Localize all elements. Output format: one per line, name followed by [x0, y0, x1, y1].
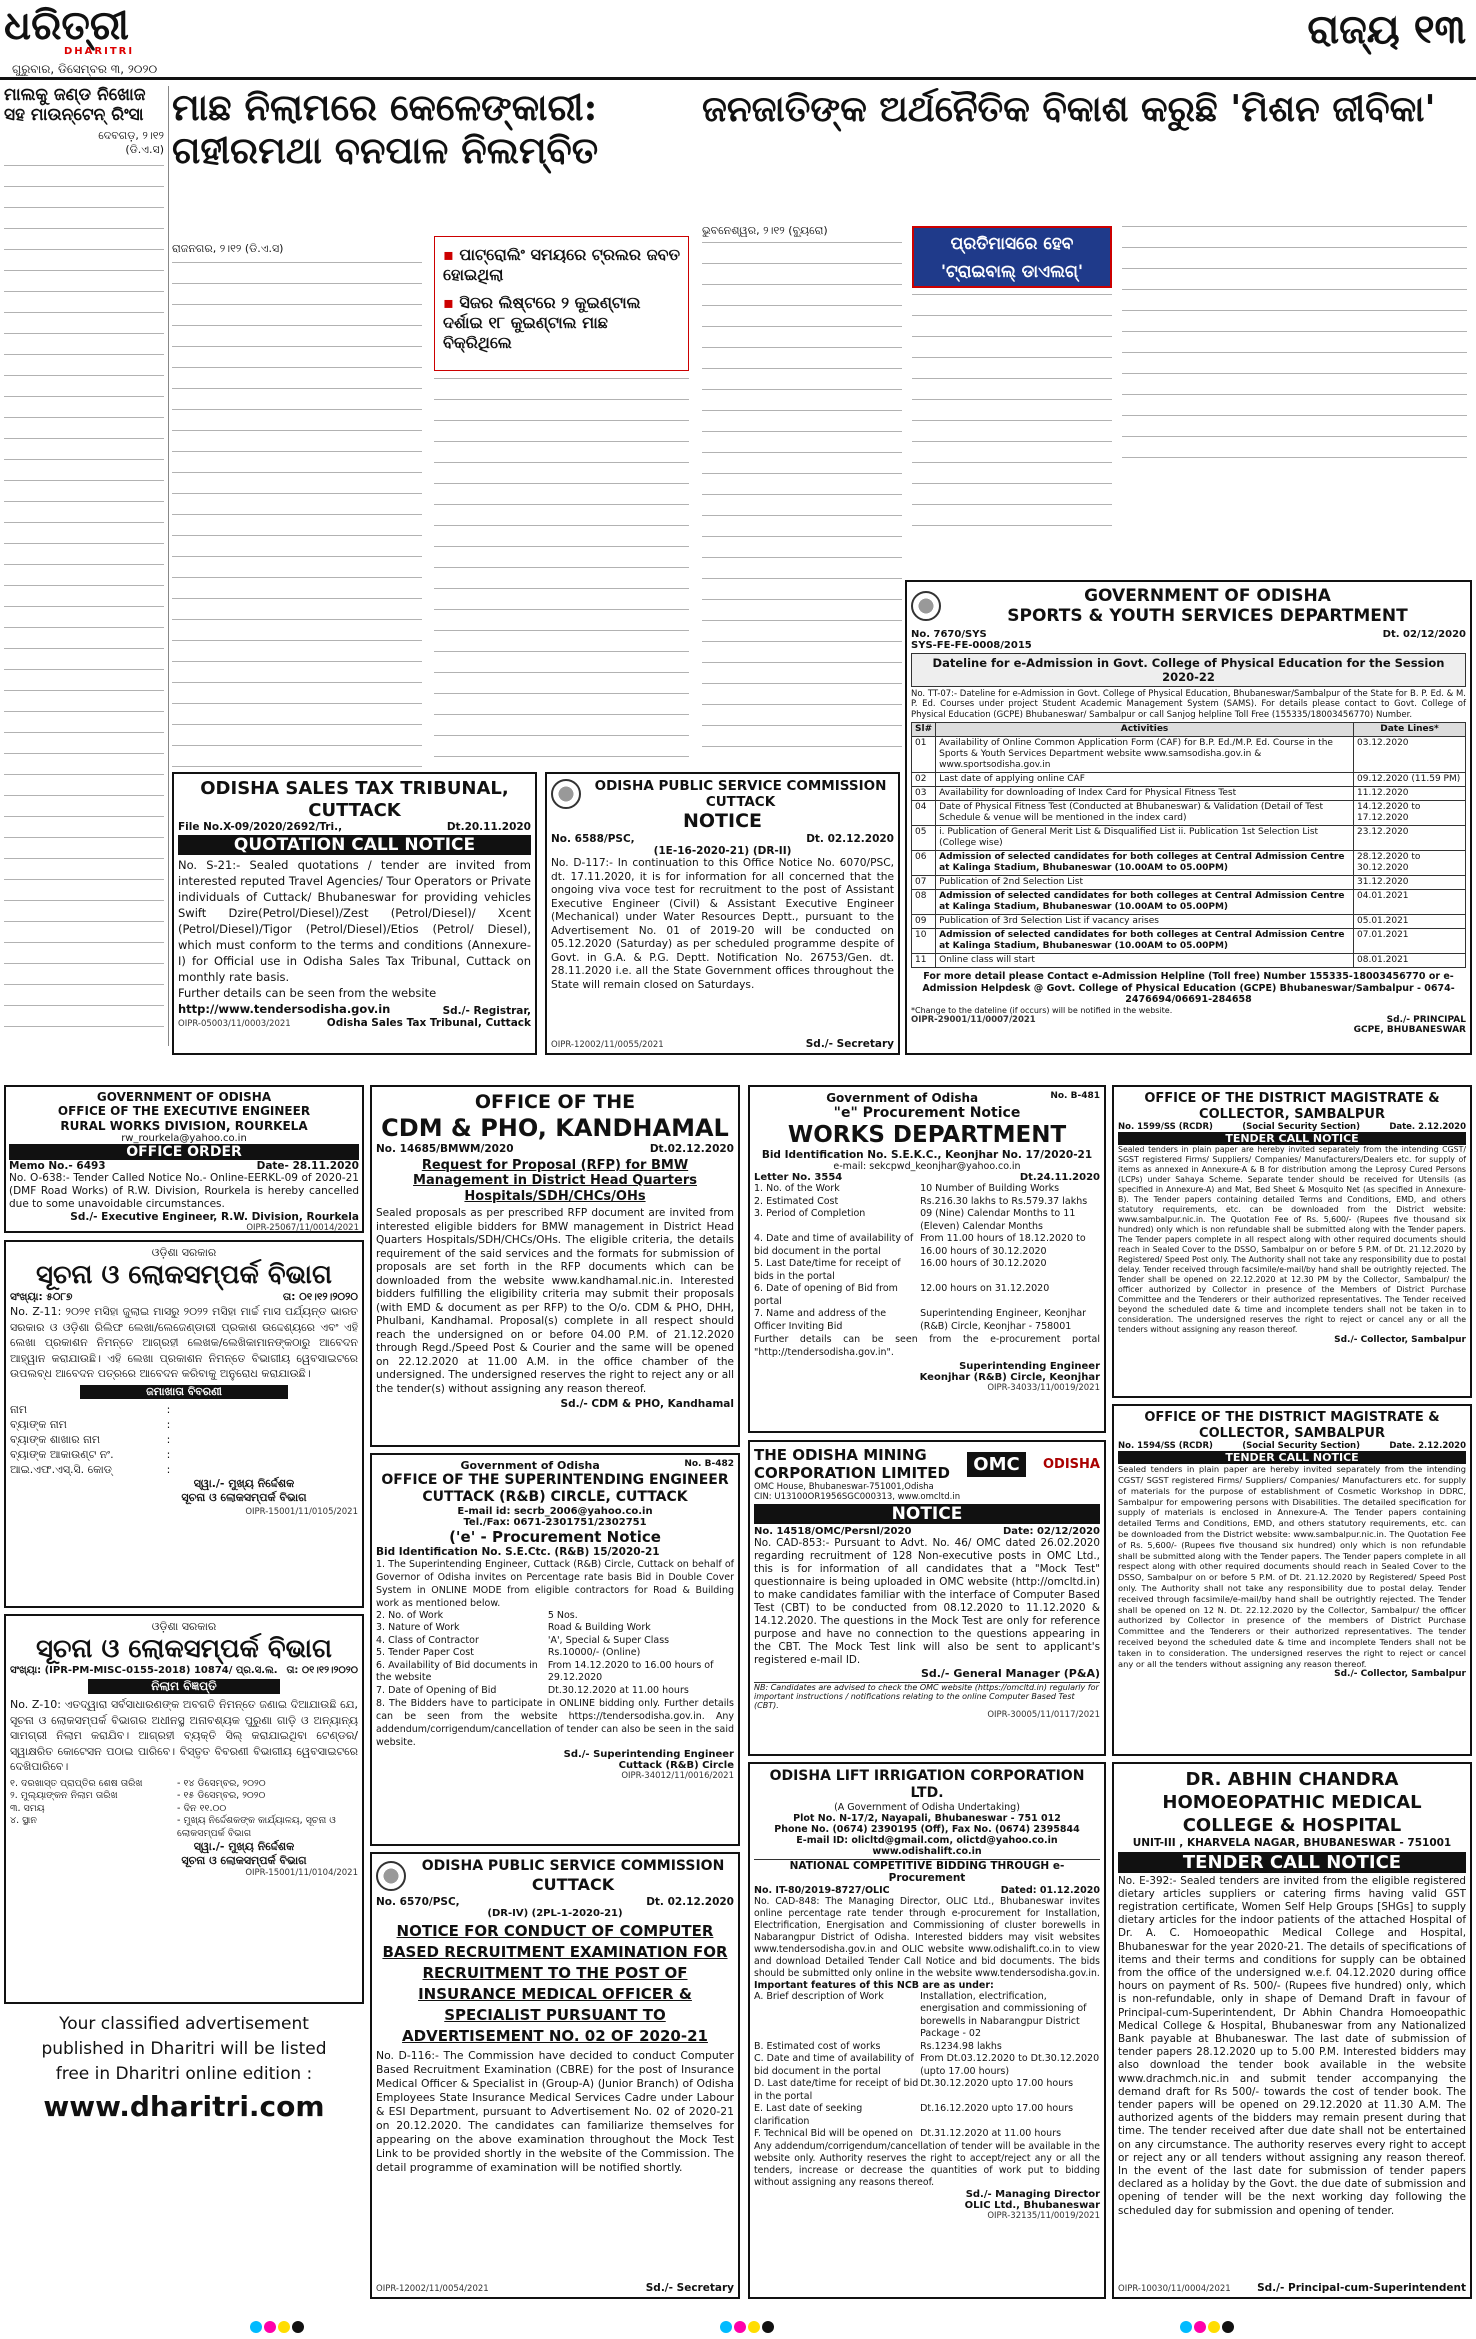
table-row: 04 Date of Physical Fitness Test (Conducted at Bhubaneswar) & Validation (Detail of Test Schedule & venue will be mentioned in the index card) 14.12.2020 to 17.12.2020: [912, 801, 1466, 826]
table-row: 10 Admission of selected candidates for both colleges at Central Admission Centre at Kalinga Stadium, Bhubaneswar (10.00AM to 05.00PM) 07.01.2021: [912, 929, 1466, 954]
dharitri-website-link[interactable]: www.dharitri.com: [43, 2090, 325, 2123]
story2-body-col1: [702, 242, 902, 767]
form-field-row: ଆଇ.ଏଫ.ଏସ୍.ସି. କୋଡ୍ :: [10, 1462, 171, 1476]
print-registration-marks: [250, 2321, 304, 2335]
sports-oipr: OIPR-29001/11/0007/2021: [911, 1014, 1036, 1025]
opsc1-subtitle: NOTICE: [682, 810, 762, 833]
works-title: WORKS DEPARTMENT: [787, 1121, 1067, 1148]
newspaper-logo: ଧରିତ୍ରୀ DHARITRI: [4, 2, 135, 57]
table-row: 08 Admission of selected candidates for both colleges at Central Admission Centre at Kalinga Stadium, Bhubaneswar (10.00AM to 05.00PM) 04.01.2021: [912, 890, 1466, 915]
table-row: A. Brief description of Work Installation, electrification, energisation and commissioning of borewells in Nabarangpur District Package - 02: [754, 1990, 1087, 2040]
se-cuttack-table: [376, 1610, 734, 1698]
left-story-dateline: ଦେବଗଡ଼, ୨।୧୨ (ଡି.ଏ.ସ): [98, 129, 164, 157]
omc-logo: OMC: [967, 1452, 1025, 1477]
print-registration-marks-2: [720, 2321, 774, 2335]
salestax-refs: File No.X-09/2020/2692/Tri., Dt.20.11.2020: [178, 821, 531, 834]
opsc1-refs: No. 6588/PSC, Dt. 02.12.2020: [551, 833, 894, 846]
table-row: 4. Class of Contractor 'A', Special & Super Class: [376, 1634, 670, 1646]
olic-table: [754, 1991, 1100, 2141]
story2-body-col3: [1122, 226, 1467, 476]
opsc1-oipr: OIPR-12002/11/0055/2021: [551, 1040, 664, 1050]
iprd1-fields: [10, 1402, 358, 1477]
table-row: 6. Availability of Bid documents in the website From 14.12.2020 to 16.00 hours of 29.12.2020: [376, 1659, 714, 1684]
iprd1-title: ସୂଚନା ଓ ଲୋକସମ୍ପର୍କ ବିଭାଗ: [36, 1260, 332, 1290]
table-row: 7. Name and address of the Officer Inviting Bid Superintending Engineer, Keonjhar (R&B) Circle, Keonjhar - 758001: [754, 1308, 1087, 1332]
table-row: 5. Tender Paper Cost Rs.10000/- (Online): [376, 1647, 641, 1659]
odisha-emblem-icon: [911, 591, 941, 621]
story2-body-col2: [912, 294, 1112, 544]
rourkela-subtitle: OFFICE ORDER: [9, 1144, 359, 1160]
left-story-headline: ମାଲକୁ ଜଣ୍ଡ ନିଖୋଜ ସହ ମାଉନ୍ଟେନ୍ ରିଂସା: [4, 86, 146, 125]
salestax-sign: Sd./- Registrar,: [442, 1005, 531, 1018]
logo-latin: DHARITRI: [64, 46, 135, 57]
story1-headline: ମାଛ ନିଲାମରେ କେଳେଙ୍କାରୀ: ଗହୀରମଥା ବନପାଳ ନିଲମ୍ବିତ: [172, 86, 599, 172]
cdm-subtitle: Request for Proposal (RFP) for BMW Management in District Head Quarters Hospitals/SDH/CHCs/OHs: [413, 1157, 697, 1204]
highlight-2: ▪ ସିଜର ଲିଷ୍ଟରେ ୨ କୁଇଣ୍ଟାଲ ଦର୍ଶାଇ ୧୮ କୁଇଣ୍ଟାଲ ମାଛ ବିକ୍ରିଥିଲେ: [443, 293, 641, 352]
cdm-kandhamal-ad: OFFICE OF THE CDM & PHO, KANDHAMAL No. 14685/BMWM/2020 Dt.02.12.2020 Request for Proposal (RFP) for BMW Management in District Head Quarters Hospitals/SDH/CHCs/OHs Sealed proposals as per prescribed RFP document are invited from interested eligible bidders for BMW management in District Head Quarters Hospitals/SDH/CHCs/OHs. The eligible criteria, the details requirement of the said services and the formats for submission of proposals are set forth in the RFP documents which can be downloaded from the website www.kandhamal.nic.in. Interested bidders fulfilling the eligibility criteria may submit their proposals (with EMD & document as per RFP) to the O/o. CDM & PHO, DHH, Phulbani, Kandhamal. Proposal(s) complete in all respect should reach the undersigned on or before 04.00 P.M. of 21.12.2020 through Regd./Speed Post & Courier and the same will be opened on 22.12.2020 at 11.00 A.M. in the office chamber of the undersigned. The undersigned reserves the right to reject any or all the tender(s) without assigning any reason thereof. Sd./- CDM & PHO, Kandhamal: [370, 1085, 740, 1447]
sales-tax-ad: ODISHA SALES TAX TRIBUNAL, CUTTACK File No.X-09/2020/2692/Tri., Dt.20.11.2020 QUOTATION CALL NOTICE No. S-21:- Sealed quotations / tender are invited from interested reputed Travel Agencies/ Tour Operators or Private individuals of Cuttack/ Bhubaneswar for providing vehicles Swift Dzire(Petrol/Diesel)/Zest (Petrol/Diesel)/ Xcent (Petrol/Diesel)/Tigor (Petrol/Diesel)/Etios (Petrol/ Diesel), which must conform to the terms and conditions (Annexure-I) for Official use in Odisha Sales Tax Tribunal, Cuttack on monthly rate basis. Further details can be seen from the website http://www.tendersodisha.gov.in Sd./- Registrar, OIPR-05003/11/0003/2021 Odisha Sales Tax Tribunal, Cuttack: [172, 772, 537, 1055]
form-field-row: ବ୍ୟାଙ୍କ ନାମ :: [10, 1417, 171, 1431]
iprd-notice-1: ଓଡ଼ିଶା ସରକାର ସୂଚନା ଓ ଲୋକସମ୍ପର୍କ ବିଭାଗ ସଂଖ୍ୟା: ୫୦୮୭ ତା: ୦୧।୧୨।୨୦୨୦ No. Z-11: ୨୦୨୧ ମସିହା ଜୁଲାଇ ମାସରୁ ୨୦୨୨ ମସିହା ମାର୍ଚ୍ଚ ମାସ ପର୍ଯ୍ୟନ୍ତ ଭାରତ ସରକାର ଓ ଓଡ଼ିଶା ରିଲିଫ ଲେଖା/ଲେଜେଣ୍ଡାରୀ ପ୍ରକାଶ ଉଦ୍ଦେଶ୍ୟରେ ଏବଂ ଏହି ଲେଖା ପ୍ରକାଶନ ନିମନ୍ତେ ଆଗ୍ରହୀ ଲେଖକ/ଲେଖିକାମାନଙ୍କଠାରୁ ଆବେଦନ ଆହ୍ୱାନ କରାଯାଉଛି। ଏହି ଲେଖା ପ୍ରକାଶନ ନିମନ୍ତେ ବିଭାଗୀୟ ୱେବସାଇଟରେ ଉପଲବ୍ଧ ଆବେଦନ ପତ୍ରରେ ଆବେଦନ କରିବାକୁ ଅନୁରୋଧ କରାଯାଉଛି। ଜମାଖାତା ବିବରଣୀ ନାମ : ବ୍ୟାଙ୍କ ନାମ : ବ୍ୟାଙ୍କ ଶାଖାର ନାମ : ବ୍ୟାଙ୍କ ଆକାଉଣ୍ଟ ନଂ. : ଆଇ.ଏଫ.ଏସ୍.ସି. କୋଡ୍ : ସ୍ୱା./- ମୁଖ୍ୟ ନିର୍ଦ୍ଦେଶକ ସୂଚନା ଓ ଲୋକସମ୍ପର୍କ ବିଭାଗ OIPR-15001/11/0105/2021: [4, 1240, 364, 1608]
table-row: B. Estimated cost of works Rs.1234.98 lakhs: [754, 2040, 1002, 2052]
table-row: 01 Availability of Online Common Application Form (CAF) for B.P. Ed./M.P. Ed. Course in the Sports & Youth Services Department website www.samsodisha.gov.in & www.sportsodisha.gov.in 03.12.2020: [912, 737, 1466, 773]
opsc2-body: No. D-116:- The Commission have decided to conduct Computer Based Recruitment Examination (CBRE) for the post of Insurance Medical Officer & Specialist in (Group-A) (Junior Branch) of Odisha Employees State Insurance Medical Services Cadre under Labour & ESI Department, pursuant to Advertisement No. 02 of 2020-21 on 20.12.2020. The candidates can familiarize themselves for appearing on the above examination throughout the Mock Test Link to be provided shortly in the website of the Commission. The detail programme of examination will be notified shortly.: [376, 2048, 734, 2174]
story2-dateline: ଭୁବନେଶ୍ୱର, ୨।୧୨ (ବ୍ୟୁରୋ): [702, 224, 828, 237]
table-row: ୪. ସ୍ଥାନ - ମୁଖ୍ୟ ନିର୍ଦ୍ଦେଶକଙ୍କ କାର୍ଯ୍ୟାଳୟ, ସୂଚନା ଓ ଲୋକସମ୍ପର୍କ ବିଭାଗ: [10, 1815, 336, 1839]
story1-dateline: ରାଜନଗର, ୨।୧୨ (ଡି.ଏ.ସ): [172, 242, 284, 255]
sports-youth-ad: GOVERNMENT OF ODISHA SPORTS & YOUTH SERVICES DEPARTMENT No. 7670/SYS SYS-FE-FE-0008/2015 Dt. 02/12/2020 Dateline for e-Admission in Govt. College of Physical Education for the Session 2020-22 No. TT-07:- Dateline for e-Admission in Govt. College of Physical Education, Bhubaneswar/Sambalpur of the State for B. P. Ed. & M. P. Ed. Courses under project Student Academic Management System (SAMS). For details please contact to Govt. College of Physical Education (GCPE) Bhubaneswar/ Sambalpur or call Sanjog helpline Toll Free (155335/18003456770) Number. Sl# Activities Date Lines* 01 Availability of Online Common Application Form (CAF) for B.P. Ed./M.P. Ed. Course in the Sports & Youth Services Department website www.samsodisha.gov.in & www.sportsodisha.gov.in 03.12.2020 02 Last date of applying online CAF 09.12.2020 (11.59 PM) 03 Availability for downloading of Index Card for Physical Fitness Test 11.12.2020 04 Date of Physical Fitness Test (Conducted at Bhubaneswar) & Validation (Detail of Test Schedule & venue will be mentioned in the index card) 14.12.2020 to 17.12.2020 05 i. Publication of General Merit List & Disqualified List ii. Publication 1st Selection List (College wise) 23.12.2020 06 Admission of selected candidates for both colleges at Central Admission Centre at Kalinga Stadium, Bhubaneswar (10.00AM to 05.00PM) 28.12.2020 to 30.12.2020 07 Publication of 2nd Selection List 31.12.2020 08 Admission of selected candidates for both colleges at Central Admission Centre at Kalinga Stadium, Bhubaneswar (10.00AM to 05.00PM) 04.01.2021 09 Publication of 3rd Selection List if vacancy arises 05.01.2021 10 Admission of selected candidates for both colleges at Central Admission Centre at Kalinga Stadium, Bhubaneswar (10.00AM to 05.00PM) 07.01.2021 11 Online class will start 08.01.2021 For more detail please Contact e-Admission Helpline (Toll free) Number 155335-18003456770 or e-Admission Helpdesk @ Govt. College of Physical Education (GCPE) Bhubaneswar/Sambalpur - 0674-2476694/06691-284658 *Change to the dateline (if occurs) will be notified in the website. OIPR-29001/11/0007/2021 Sd./- PRINCIPAL GCPE, BHUBANESWAR: [905, 580, 1472, 1055]
table-row: 11 Online class will start 08.01.2021: [912, 954, 1466, 968]
sports-title: Dateline for e-Admission in Govt. College of Physical Education for the Session 2020-22: [911, 653, 1466, 687]
salestax-website-link[interactable]: http://www.tendersodisha.gov.in: [178, 1002, 391, 1017]
opsc1-title: ODISHA PUBLIC SERVICE COMMISSION: [594, 778, 887, 794]
sports-table: Sl# Activities Date Lines* 01 Availability of Online Common Application Form (CAF) for B.P. Ed./M.P. Ed. Course in the Sports & Youth Services Department website www.samsodisha.gov.in & www.sportsodisha.gov.in 03.12.2020 02 Last date of applying online CAF 09.12.2020 (11.59 PM) 03 Availability for downloading of Index Card for Physical Fitness Test 11.12.2020 04 Date of Physical Fitness Test (Conducted at Bhubaneswar) & Validation (Detail of Test Schedule & venue will be mentioned in the index card) 14.12.2020 to 17.12.2020 05 i. Publication of General Merit List & Disqualified List ii. Publication 1st Selection List (College wise) 23.12.2020 06 Admission of selected candidates for both colleges at Central Admission Centre at Kalinga Stadium, Bhubaneswar (10.00AM to 05.00PM) 28.12.2020 to 30.12.2020 07 Publication of 2nd Selection List 31.12.2020 08 Admission of selected candidates for both colleges at Central Admission Centre at Kalinga Stadium, Bhubaneswar (10.00AM to 05.00PM) 04.01.2021 09 Publication of 3rd Selection List if vacancy arises 05.01.2021 10 Admission of selected candidates for both colleges at Central Admission Centre at Kalinga Stadium, Bhubaneswar (10.00AM to 05.00PM) 07.01.2021 11 Online class will start 08.01.2021: [911, 722, 1466, 968]
salestax-subtitle: QUOTATION CALL NOTICE: [178, 835, 531, 855]
left-story: [4, 86, 164, 1046]
opsc-notice-1: ODISHA PUBLIC SERVICE COMMISSION CUTTACK NOTICE No. 6588/PSC, Dt. 02.12.2020 (1E-16-2020-21) (DR-II) No. D-117:- In continuation to this Office Notice No. 6070/PSC, dt. 17.11.2020, it is for information for all concerned that the ongoing viva voce test for recruitment to the post of Assistant Executive Engineer (Civil) & Assistant Executive Engineer (Mechanical) under Water Resources Deptt., pursuant to the Advertisement No. 01 of 2019-20 will be conducted on 05.12.2020 (Saturday) as per scheduled programme despite of Govt. in G.A. & P.G. Deptt. Notification No. 26753/Gen. dt. 28.11.2020 i.e. all the State Government offices throughout the State will remain closed on Saturdays. OIPR-12002/11/0055/2021 Sd./- Secretary: [545, 772, 900, 1055]
sports-dept: SPORTS & YOUTH SERVICES DEPARTMENT: [1007, 606, 1408, 627]
rourkela-ad: GOVERNMENT OF ODISHA OFFICE OF THE EXECUTIVE ENGINEER RURAL WORKS DIVISION, ROURKELA rw_rourkela@yahoo.co.in OFFICE ORDER Memo No.- 6493 Date- 28.11.2020 No. O-638:- Tender Called Notice No.- Online-EERKL-09 of 2020-21 (DMF Road Works) of R.W. Division, Rourkela is hereby cancelled due to some unavoidable circumstances. Sd./- Executive Engineer, R.W. Division, Rourkela OIPR-25067/11/0014/2021: [4, 1085, 364, 1233]
homoeo-body: No. E-392:- Sealed tenders are invited from the eligible registered dietary articles suppliers or catering firms having valid GST registration certificate, Women Self Help Groups [SHGs] to supply dietary articles for the indoor patients of the attached Hospital of Dr. A. C. Homoeopathic Medical College and Hospital, Bhubaneswar for the year 2020-21. The details of specifications of items and their terms and conditions for supply can be obtained from the office of the undersigned w.e.f. 04.12.2020 during office hours on payment of Rs. 500/- (Rupees five hundred) only, which is non-refundable, only in shape of Demand Draft in favour of Principal-cum-Superintendent, Dr Abhin Chandra Homoeopathic Medical College & Hospital, Bhubaneswar from any Nationalized Bank payable at Bhubaneswar. The last date of submission of tender papers 28.12.2020 up to 5.00 P.M. Interested bidders may also download the tender book available in the website www.drachmch.nic.in and submit tender accompanying the demand draft for Rs 500/- towards the cost of tender book. The tender papers will be opened on 29.12.2020 at 11.30 A.M. The authorized agents of the bidders may remain present during that time. The tender received after due date shall not be entertained on any circumstance. The authority reserves every right to accept or reject any or all tenders without assigning any reason thereof. In the event of the last date for submission of tender papers declared as a holiday by the Govt. the due date of submission and opening of tender will be the next working day following the scheduled day for submission and opening of tender.: [1118, 1874, 1466, 2217]
table-row: ୧. ଦରଖାସ୍ତ ପ୍ରାପ୍ତିର ଶେଷ ତାରିଖ - ୧୪ ଡିସେମ୍ବର, ୨୦୨୦: [10, 1777, 266, 1789]
form-field-row: ନାମ :: [10, 1402, 171, 1416]
highlight-1: ▪ ପାଟ୍ରୋଲିଂ ସମୟରେ ଟ୍ରଲର ଜବତ ହୋଇଥିଲା: [443, 245, 680, 284]
table-row: 4. Date and time of availability of bid document in the portal From 11.00 hours of 18.12.2020 to 16.00 hours of 30.12.2020: [754, 1233, 1086, 1257]
story-fish-auction: [172, 86, 697, 776]
opsc-notice-2: ODISHA PUBLIC SERVICE COMMISSION CUTTACK No. 6570/PSC, Dt. 02.12.2020 (DR-IV) (2PL-1-2020-21) NOTICE FOR CONDUCT OF COMPUTER BASED RECRUITMENT EXAMINATION FOR RECRUITMENT TO THE POST OF INSURANCE MEDICAL OFFICER & SPECIALIST PURSUANT TO ADVERTISEMENT NO. 02 OF 2020-21 No. D-116:- The Commission have decided to conduct Computer Based Recruitment Examination (CBRE) for the post of Insurance Medical Officer & Specialist in (Group-A) (Junior Branch) of Odisha Employees State Insurance Medical Services Cadre under Labour & ESI Department, pursuant to Advertisement No. 02 of 2020-21 on 20.12.2020. The candidates can familiarize themselves for appearing on the above examination throughout the Mock Test Link to be provided shortly in the website of the Commission. The detail programme of examination will be notified shortly. OIPR-12002/11/0054/2021 Sd./- Secretary: [370, 1852, 740, 2299]
table-row: ୨. ମୁଲ୍ୟାଙ୍କନ ନିଲାମ ତାରିଖ - ୧୫ ଡିସେମ୍ବର, ୨୦୨୦: [10, 1790, 266, 1802]
opsc2-emblem-icon: [376, 1861, 406, 1891]
sports-footer: For more detail please Contact e-Admission Helpline (Toll free) Number 155335-18003456770 or e-Admission Helpdesk @ Govt. College of Physical Education (GCPE) Bhubaneswar/Sambalpur - 0674-2476694/06691-284658: [922, 971, 1455, 1006]
salestax-further: Further details can be seen from the website: [178, 986, 437, 1001]
homoeo-college-ad: DR. ABHIN CHANDRA HOMOEOPATHIC MEDICAL COLLEGE & HOSPITAL UNIT-III , KHARVELA NAGAR, BHUBANESWAR - 751001 TENDER CALL NOTICE No. E-392:- Sealed tenders are invited from the eligible registered dietary articles suppliers or catering firms having valid GST registration certificate, Women Self Help Groups [SHGs] to supply dietary articles for the indoor patients of the attached Hospital of Dr. A. C. Homoeopathic Medical College and Hospital, Bhubaneswar for the year 2020-21. The details of specifications of items and their terms and conditions for supply can be obtained from the office of the undersigned w.e.f. 04.12.2020 during office hours on payment of Rs. 500/- (Rupees five hundred) only, which is non-refundable, only in shape of Demand Draft in favour of Principal-cum-Superintendent, Dr Abhin Chandra Homoeopathic Medical College & Hospital, Bhubaneswar from any Nationalized Bank payable at Bhubaneswar. The last date of submission of tender papers 28.12.2020 up to 5.00 P.M. Interested bidders may also download the tender book available in the website www.drachmch.nic.in and submit tender accompanying the demand draft for Rs 500/- towards the cost of tender book. The tender papers will be opened on 29.12.2020 at 11.30 A.M. The authorized agents of the bidders may remain present during that time. The tender received after due date shall not be entertained on any circumstance. The authority reserves every right to accept or reject any or all tenders without assigning any reason thereof. In the event of the last date for submission of tender papers declared as a holiday by the Govt. the due date of submission and opening of tender will be the next working day following the scheduled day for submission and opening of tender. OIPR-10030/11/0004/2021 Sd./- Principal-cum-Superintendent: [1112, 1762, 1472, 2299]
story2-headline: ଜନଜାତିଙ୍କ ଅର୍ଥନୈତିକ ବିକାଶ କରୁଛି 'ମିଶନ ଜୀବିକା': [702, 88, 1436, 130]
odisha-logo: ODISHA: [1043, 1456, 1100, 1472]
sambalpur-tender-2: OFFICE OF THE DISTRICT MAGISTRATE & COLLECTOR, SAMBALPUR No. 1594/SS (RCDR) (Social Security Section) Date. 2.12.2020 TENDER CALL NOTICE Sealed tenders in plain paper are hereby invited separately from the intending CGST/ SGST registered Firms/ Suppliers/ Companies/ Manufacturers etc. for supply of materials for the purpose of establishment of Cosmetic Workshop in DDRC, Sambalpur for empowering persons with Disabilities. The detailed specification for supply of materials is enclosed in Annexure-A. The Tender papers containing detailed Terms and Conditions, EMD, and others statutory requirements, etc. can be downloaded from the District website: www.sambalpur.nic.in. The Quotation Fee of Rs. 5,600/- (Rupees five thousand six hundred) only which is non refundable shall be submitted along with the Tender papers. The Tender papers complete in all respect along with other required documents should reach in Sealed Cover to the DSSO, Sambalpur on or before 5 P.M. of Dt. 21.12.2020 by Registered/ Speed Post only. The Authority shall not take any responsibility due to postal delay. Tender received through facsimile/e-mail/by hand shall be outrightly rejected. The Tender shall be opened on 12 N. Dt. 22.12.2020 by the Collector, Sambalpur/ the officer authorized by Collector in presence of the members of District Purchase Committee and the Tenderers or their authorized representatives. The tender received beyond the scheduled date & time and incomplete Tenders shall not be taken in to consideration. The undersigned reserves the right to reject or cancel any or all the tenders without assigning any reason thereof. Sd./- Collector, Sambalpur: [1112, 1404, 1472, 1756]
salestax-oipr: OIPR-05003/11/0003/2021: [178, 1019, 291, 1030]
page-section: ରାଜ୍ୟ ୧୩: [1307, 6, 1466, 53]
sports-note: *Change to the dateline (if occurs) will be notified in the website.: [911, 1005, 1173, 1015]
table-row: 5. Last Date/time for receipt of bids in the portal 16.00 hours of 30.12.2020: [754, 1258, 1047, 1282]
opsc1-body: No. D-117:- In continuation to this Office Notice No. 6070/PSC, dt. 17.11.2020, it is for information for all concerned that the ongoing viva voce test for recruitment to the post of Assistant Executive Engineer (Civil) & Assistant Executive Engineer (Mechanical) under Water Resources Deptt., pursuant to the Advertisement No. 01 of 2019-20 will be conducted on 05.12.2020 (Saturday) as per scheduled programme despite of Govt. in G.A. & P.G. Deptt. Notification No. 26753/Gen. dt. 28.11.2020 i.e. all the State Government offices throughout the State will remain closed on Saturdays.: [551, 857, 894, 991]
form-field-row: ବ୍ୟାଙ୍କ ଆକାଉଣ୍ଟ ନଂ. :: [10, 1447, 171, 1461]
table-row: 7. Date of Opening of Bid Dt.30.12.2020 at 11.00 hours: [376, 1684, 689, 1696]
sambalpur-tender-1: OFFICE OF THE DISTRICT MAGISTRATE & COLLECTOR, SAMBALPUR No. 1599/SS (RCDR) (Social Security Section) Date. 2.12.2020 TENDER CALL NOTICE Sealed tenders in plain paper are hereby invited separately from the intending CGST/ SGST registered Firms/ Suppliers/ Companies/ Manufacturers/Dealers etc. for supply of items as annexed in Annexure-A & B for distribution among the Leprosy Cured Persons (LCPs) under Sahaya Scheme. Separate tender should be received for Utensils (as specified in Annexure-A) and Mat, Bed Sheet & Mosquito Net (as specified in Annexure-B). The Tender papers containing detailed Terms and Conditions, EMD, and others statutory requirements, etc. can be downloaded from the District website: www.sambalpur.nic.in. The Quotation Fee of Rs. 5,600/- (Rupees five thousand six hundred) only which is non refundable shall be submitted along with the Tender papers. The Tender papers complete in all respect along with other required documents should reach in Sealed Cover to the DSSO, Sambalpur on or before 5 P.M. of Dt. 21.12.2020 by Registered/ Speed Post only. The Authority shall not take any responsibility due to postal delay. Tender received through facsimile/e-mail/by hand shall be outrightly rejected. The Tender shall be opened on 22.12.2020 at 12.30 PM by the Collector, Sambalpur/ the officer authorized by Collector in presence of the Members of District Purchase Committee and the Tenderers or their authorized representatives. The Tender received beyond the scheduled date & time and incomplete tenders shall not be taken in to consideration. The undersigned reserves the right to reject or cancel any or all the tenders without assigning any reason thereof. Sd./- Collector, Sambalpur: [1112, 1085, 1472, 1398]
column-divider: [168, 86, 169, 1046]
table-row: 09 Publication of 3rd Selection List if vacancy arises 05.01.2021: [912, 915, 1466, 929]
table-row: 2. Estimated Cost Rs.216.30 lakhs to Rs.579.37 lakhs: [754, 1195, 1088, 1207]
table-row: 3. Nature of Work Road & Building Work: [376, 1622, 651, 1634]
print-registration-marks-3: [1180, 2321, 1234, 2335]
table-row: 02 Last date of applying online CAF 09.12.2020 (11.59 PM): [912, 773, 1466, 787]
table-row: 2. No. of Work 5 Nos.: [376, 1609, 578, 1621]
works-dept-ad: Government of Odisha No. B-481 "e" Procurement Notice WORKS DEPARTMENT Bid Identification No. S.E.K.C., Keonjhar No. 17/2020-21 e-mail: sekcpwd_keonjhar@yahoo.co.in Letter No. 3554 Dt.24.11.2020 1. No. of the Work 10 Number of Building Works 2. Estimated Cost Rs.216.30 lakhs to Rs.579.37 lakhs 3. Period of Completion 09 (Nine) Calendar Months to 11 (Eleven) Calendar Months 4. Date and time of availability of bid document in the portal From 11.00 hours of 18.12.2020 to 16.00 hours of 30.12.2020 5. Last Date/time for receipt of bids in the portal 16.00 hours of 30.12.2020 6. Date of opening of Bid from portal 12.00 hours on 31.12.2020 7. Name and address of the Officer Inviting Bid Superintending Engineer, Keonjhar (R&B) Circle, Keonjhar - 758001 Further details can be seen from the e-procurement portal "http://tendersodisha.gov.in". Superintending Engineer Keonjhar (R&B) Circle, Keonjhar OIPR-34033/11/0019/2021: [748, 1085, 1106, 1433]
story2-subhead: ପ୍ରତିମାସରେ ହେବ 'ଟ୍ରାଇବାଲ୍ ଡାଏଲଗ୍': [912, 226, 1112, 288]
opsc2-heading: NOTICE FOR CONDUCT OF COMPUTER BASED RECRUITMENT EXAMINATION FOR RECRUITMENT TO THE POST OF INSURANCE MEDICAL OFFICER & SPECIALIST PURSUANT TO ADVERTISEMENT NO. 02 OF 2020-21: [382, 1921, 728, 2045]
left-story-body: [4, 165, 164, 1035]
table-row: F. Technical Bid will be opened on Dt.31.12.2020 at 11.00 hours: [754, 2128, 1062, 2140]
sports-header: [911, 586, 1466, 627]
classified-promo: Your classified advertisement published in Dharitri will be listed free in Dharitri online edition : www.dharitri.com: [4, 2012, 364, 2152]
table-row: D. Last date/time for receipt of bid in the portal Dt.30.12.2020 upto 17.00 hours: [754, 2078, 1074, 2102]
rourkela-body: No. O-638:- Tender Called Notice No.- Online-EERKL-09 of 2020-21 (DMF Road Works) of R.W. Division, Rourkela is hereby cancelled due to some unavoidable circumstances.: [9, 1172, 359, 1211]
rourkela-email: rw_rourkela@yahoo.co.in: [121, 1133, 247, 1145]
table-row: 06 Admission of selected candidates for both colleges at Central Admission Centre at Kalinga Stadium, Bhubaneswar (10.00AM to 05.00PM) 28.12.2020 to 30.12.2020: [912, 851, 1466, 876]
table-row: E. Last date of seeking clarification Dt.16.12.2020 upto 17.00 hours: [754, 2103, 1074, 2127]
table-row: 05 i. Publication of General Merit List & Disqualified List ii. Publication 1st Selection List (College wise) 23.12.2020: [912, 826, 1466, 851]
issue-date: ଗୁରୁବାର, ଡିସେମ୍ବର ୩, ୨୦୨୦: [12, 62, 158, 76]
omc-body: No. CAD-853:- Pursuant to Advt. No. 46/ OMC dated 26.02.2020 regarding recruitment of 128 Non-executive posts in OMC Ltd., this is for information of all candidates that a "Mock Test" questionnaire is being uploaded in OMC website (http://omcltd.in) to make candidates familiar with the interface of Computer Based Test (CBT) to be conducted from 08.12.2020 to 11.12.2020 & 14.12.2020. The questions in the Mock Test are only for reference purpose and have no connection to the questions appearing in the CBT. The Mock Test link will also be sent to applicant's registered e-mail ID.: [754, 1537, 1100, 1666]
sambalpur1-body: Sealed tenders in plain paper are hereby invited separately from the intending CGST/ SGST registered Firms/ Suppliers/ Companies/ Manufacturers/Dealers etc. for supply of items as annexed in Annexure-A & B for distribution among the Leprosy Cured Persons (LCPs) under Sahaya Scheme. Separate tender should be received for Utensils (as specified in Annexure-A) and Mat, Bed Sheet & Mosquito Net (as specified in Annexure-B). The Tender papers containing detailed Terms and Conditions, EMD, and others statutory requirements, etc. can be downloaded from the District website: www.sambalpur.nic.in. The Quotation Fee of Rs. 5,600/- (Rupees five thousand six hundred) only which is non refundable shall be submitted along with the Tender papers. The Tender papers complete in all respect along with other required documents should reach in Sealed Cover to the DSSO, Sambalpur on or before 5 P.M. of Dt. 21.12.2020 by Registered/ Speed Post only. The Authority shall not take any responsibility due to postal delay. Tender received through facsimile/e-mail/by hand shall be outrightly rejected. The Tender shall be opened on 22.12.2020 at 12.30 PM by the Collector, Sambalpur/ the officer authorized by Collector in presence of the Members of District Purchase Committee and the Tenderers or their authorized representatives. The Tender received beyond the scheduled date & time and incomplete tenders shall not be taken in to consideration. The undersigned reserves the right to reject or cancel any or all the tenders without assigning any reason thereof.: [1118, 1145, 1466, 1335]
iprd-notice-2: ଓଡ଼ିଶା ସରକାର ସୂଚନା ଓ ଲୋକସମ୍ପର୍କ ବିଭାଗ ସଂଖ୍ୟା: (IPR-PM-MISC-0155-2018) 10874/ ପ୍ର.ସ.ଲ. ତା: ୦୧।୧୨।୨୦୨୦ ନିଲାମ ବିଜ୍ଞପ୍ତି No. Z-10: ଏତଦ୍ୱାରା ସର୍ବସାଧାରଣଙ୍କ ଅବଗତି ନିମନ୍ତେ ଜଣାଇ ଦିଆଯାଉଛି ଯେ, ସୂଚନା ଓ ଲୋକସମ୍ପର୍କ ବିଭାଗର ଅଧୀନସ୍ଥ ଅନାବଶ୍ୟକ ପୁରୁଣା ଗାଡ଼ି ଓ ଅନ୍ୟାନ୍ୟ ସାମଗ୍ରୀ ନିଲାମ କରାଯିବ। ଆଗ୍ରହୀ ବ୍ୟକ୍ତି ସିଲ୍ କରାଯାଇଥିବା ଟେଣ୍ଡର/ସ୍ୱାକ୍ଷରିତ କୋଟେସନ ପଠାଇ ପାରିବେ। ବିସ୍ତୃତ ବିବରଣୀ ବିଭାଗୀୟ ୱେବସାଇଟରେ ଦେଖିପାରିବେ। ୧. ଦରଖାସ୍ତ ପ୍ରାପ୍ତିର ଶେଷ ତାରିଖ - ୧୪ ଡିସେମ୍ବର, ୨୦୨୦ ୨. ମୁଲ୍ୟାଙ୍କନ ନିଲାମ ତାରିଖ - ୧୫ ଡିସେମ୍ବର, ୨୦୨୦ ୩. ସମୟ - ଦିନ ୧୧.୦୦ ୪. ସ୍ଥାନ - ମୁଖ୍ୟ ନିର୍ଦ୍ଦେଶକଙ୍କ କାର୍ଯ୍ୟାଳୟ, ସୂଚନା ଓ ଲୋକସମ୍ପର୍କ ବିଭାଗ ସ୍ୱା./- ମୁଖ୍ୟ ନିର୍ଦ୍ଦେଶକ ସୂଚନା ଓ ଲୋକସମ୍ପର୍କ ବିଭାଗ OIPR-15001/11/0104/2021: [4, 1614, 364, 2004]
sports-gov: GOVERNMENT OF ODISHA: [1084, 586, 1331, 606]
salestax-body: No. S-21:- Sealed quotations / tender are invited from interested reputed Travel Agencies/ Tour Operators or Private individuals of Cuttack/ Bhubaneswar for providing vehicles Swift Dzire(Petrol/Diesel)/Zest (Petrol/Diesel)/ Xcent (Petrol/Diesel)/Tigor (Petrol/Diesel)/Etios (Petrol/ Diesel), which must conform to the terms and conditions (Annexure-I) for Official use in Odisha Sales Tax Tribunal, Cuttack on monthly rate basis.: [178, 858, 531, 985]
table-row: 6. Date of opening of Bid from portal 12.00 hours on 31.12.2020: [754, 1283, 1050, 1307]
story1-body-right: [434, 378, 689, 768]
table-row: C. Date and time of availability of bid document in the portal From Dt.03.12.2020 to Dt.30.12.2020 (upto 17.00 hours): [754, 2053, 1100, 2077]
table-row: 3. Period of Completion 09 (Nine) Calendar Months to 11 (Eleven) Calendar Months: [754, 1208, 1076, 1232]
table-row: 07 Publication of 2nd Selection List 31.12.2020: [912, 876, 1466, 890]
sports-refs: No. 7670/SYS SYS-FE-FE-0008/2015 Dt. 02/12/2020: [911, 628, 1466, 651]
olic-ad: ODISHA LIFT IRRIGATION CORPORATION LTD. (A Government of Odisha Undertaking) Plot No. N-17/2, Nayapali, Bhubaneswar - 751 012 Phone No. (0674) 2390195 (Off), Fax No. (0674) 2395844 E-mail ID: olicltd@gmail.com, olictd@yahoo.co.in www.odishalift.co.in NATIONAL COMPETITIVE BIDDING THROUGH e-Procurement No. IT-80/2019-8727/OLIC Dated: 01.12.2020 No. CAD-848: The Managing Director, OLIC Ltd., Bhubaneswar invites online percentage rate tender through e-procurement for Installation, Electrification, Energisation and Commissioning of cluster borewells in Nabarangpur District of Odisha. Interested bidders may visit websites www.tendersodisha.gov.in and OLIC website www.odishalift.co.in to view and download Detailed Tender Call Notice and bid documents. The bids should be submitted only online in the website www.tendersodisha.gov.in. Important features of this NCB are as under: A. Brief description of Work Installation, electrification, energisation and commissioning of borewells in Nabarangpur District Package - 02 B. Estimated cost of works Rs.1234.98 lakhs C. Date and time of availability of bid document in the portal From Dt.03.12.2020 to Dt.30.12.2020 (upto 17.00 hours) D. Last date/time for receipt of bid in the portal Dt.30.12.2020 upto 17.00 hours E. Last date of seeking clarification Dt.16.12.2020 upto 17.00 hours F. Technical Bid will be opened on Dt.31.12.2020 at 11.00 hours Any addendum/corrigendum/cancellation of tender will be available in the website only. Authority reserves the right to accept/reject any or all the tenders, increase or decrease the quantities of work put to bidding without assigning any reasons thereof. Sd./- Managing Director OLIC Ltd., Bhubaneswar OIPR-32135/11/0019/2021: [748, 1762, 1106, 2299]
iprd2-schedule: [10, 1778, 358, 1841]
masthead: [0, 0, 1476, 80]
salestax-title: ODISHA SALES TAX TRIBUNAL, CUTTACK: [200, 778, 509, 821]
table-row: 1. No. of the Work 10 Number of Building Works: [754, 1183, 1060, 1195]
table-row: ୩. ସମୟ - ଦିନ ୧୧.୦୦: [10, 1802, 227, 1814]
sambalpur2-body: Sealed tenders in plain paper are hereby invited separately from the intending CGST/ SGST registered Firms/ Suppliers/ Companies/ Manufacturers etc. for supply of materials for the purpose of establishment of Cosmetic Workshop in DDRC, Sambalpur for empowering persons with Disabilities. The detailed specification for supply of materials is enclosed in Annexure-A. The Tender papers containing detailed Terms and Conditions, EMD, and others statutory requirements, etc. can be downloaded from the District website: www.sambalpur.nic.in. The Quotation Fee of Rs. 5,600/- (Rupees five thousand six hundred) only which is non refundable shall be submitted along with the Tender papers. The Tender papers complete in all respect along with other required documents should reach in Sealed Cover to the DSSO, Sambalpur on or before 5 P.M. of Dt. 21.12.2020 by Registered/ Speed Post only. The Authority shall not take any responsibility due to postal delay. Tender received through facsimile/e-mail/by hand shall be outrightly rejected. The Tender shall be opened on 12 N. Dt. 22.12.2020 by the Collector, Sambalpur/ the officer authorized by Collector in presence of the members of District Purchase Committee and the Tenderers or their authorized representatives. The tender received beyond the scheduled date & time and incomplete Tenders shall not be taken in to consideration. The undersigned reserves the right to reject or cancel any or all the tenders without assigning any reason thereof.: [1118, 1464, 1466, 1669]
opsc-emblem-icon: [551, 779, 581, 809]
cdm-body: Sealed proposals as per prescribed RFP document are invited from interested eligible bidders for BMW management in District Head Quarters Hospitals/SDH/CHCs/OHs. The eligible criteria, the details requirement of the said services and the formats for submission of proposals are set forth in the RFP documents which can be downloaded from the website www.kandhamal.nic.in. Interested bidders fulfilling the eligibility criteria may submit their proposals (with EMD & document as per RFP) to the O/o. CDM & PHO, DHH, Phulbani, Kandhamal. Proposal(s) complete in all respect should reach the undersigned on or before 04.00 P.M. of 21.12.2020 through Regd./Speed Post & Courier and the same will be opened on 22.12.2020 at 11.00 A.M. in the office chamber of the undersigned. The undersigned reserves the right to reject any or all the tender(s) without assigning any reason thereof.: [376, 1207, 734, 1395]
se-cuttack-ad: Government of Odisha No. B-482 OFFICE OF THE SUPERINTENDING ENGINEER CUTTACK (R&B) CIRCLE, CUTTACK E-mail id: secrb_2006@yahoo.co.in Tel./Fax: 0671-2301751/2302751 ('e' - Procurement Notice Bid Identification No. S.E.Ctc. (R&B) 15/2020-21 1. The Superintending Engineer, Cuttack (R&B) Circle, Cuttack on behalf of Governor of Odisha invites on Percentage rate basis Bid in Double Cover System in ONLINE MODE from eligible contractors for Road & Building work as mentioned below. 2. No. of Work 5 Nos. 3. Nature of Work Road & Building Work 4. Class of Contractor 'A', Special & Super Class 5. Tender Paper Cost Rs.10000/- (Online) 6. Availability of Bid documents in the website From 14.12.2020 to 16.00 hours of 29.12.2020 7. Date of Opening of Bid Dt.30.12.2020 at 11.00 hours 8. The Bidders have to participate in ONLINE bidding only. Further details can be seen from the website https://tendersodisha.gov.in. Any addendum/corrigendum/cancellation of tender can also be seen in the said website. Sd./- Superintending Engineer Cuttack (R&B) Circle OIPR-34012/11/0016/2021: [370, 1453, 740, 1846]
story1-body-left: [172, 262, 422, 767]
form-field-row: ବ୍ୟାଙ୍କ ଶାଖାର ନାମ :: [10, 1432, 171, 1446]
cdm-title: CDM & PHO, KANDHAMAL: [381, 1113, 729, 1142]
works-table: [754, 1183, 1100, 1333]
table-row: 03 Availability for downloading of Index Card for Physical Fitness Test 11.12.2020: [912, 787, 1466, 801]
omc-notice: THE ODISHA MINING CORPORATION LIMITED OMC ODISHA OMC House, Bhubaneswar-751001,Odisha CIN: U13100OR1956SGC000313, www.omcltd.in NOTICE No. 14518/OMC/Persnl/2020 Date: 02/12/2020 No. CAD-853:- Pursuant to Advt. No. 46/ OMC dated 26.02.2020 regarding recruitment of 128 Non-executive posts in OMC Ltd., this is for information of all candidates that a "Mock Test" questionnaire is being uploaded in OMC website (http://omcltd.in) to make candidates familiar with the interface of Computer Based Test (CBT) to be conducted from 08.12.2020 to 11.12.2020 & 14.12.2020. The questions in the Mock Test are only for reference purpose and have no connection to the questions appearing in the CBT. The Mock Test link will also be sent to applicant's registered e-mail ID. Sd./- General Manager (P&A) NB: Candidates are advised to check the OMC website (https://omcltd.in) regularly for important instructions / notifications relating to the online Computer Based Test (CBT). OIPR-30005/11/0117/2021: [748, 1440, 1106, 1756]
sports-body: No. TT-07:- Dateline for e-Admission in Govt. College of Physical Education, Bhubaneswar/Sambalpur of the State for B. P. Ed. & M. P. Ed. Courses under project Student Academic Management System (SAMS). For details please contact to Govt. College of Physical Education (GCPE) Bhubaneswar/ Sambalpur or call Sanjog helpline Toll Free (155335/18003456770) Number.: [911, 688, 1466, 720]
story1-highlights: [434, 236, 689, 371]
